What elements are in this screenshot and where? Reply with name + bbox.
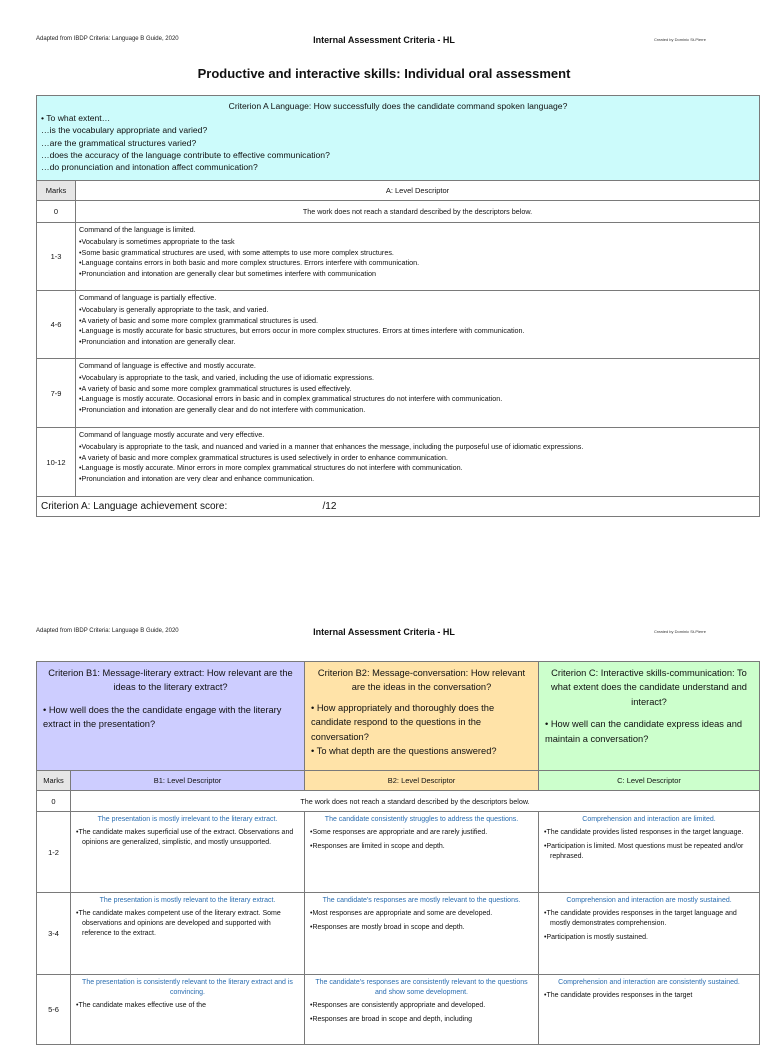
descriptor-bullet: • Responses are limited in scope and depth. — [310, 842, 533, 852]
marks-cell: 0 — [37, 201, 76, 223]
descriptor-bullet: • Vocabulary is appropriate to the task, and nuanced and varied in a manner that enhances the message, including the purposeful use of idiomatic expressions. — [79, 442, 756, 452]
descriptor-bullet: • Pronunciation and intonation are very clear and enhance communication. — [79, 474, 756, 484]
descriptor-bullet: • The candidate provides listed responses in the target language. — [544, 828, 754, 838]
descriptor-bullet: • Participation is limited. Most questions must be repeated and/or rephrased. — [544, 842, 754, 862]
criterion-b2-box — [305, 662, 539, 771]
marks-cell: 1-3 — [37, 223, 76, 291]
descriptor-heading: Comprehension and interaction are mostly sustained. — [566, 897, 732, 904]
criterion-a-question: …are the grammatical structures varied? — [41, 137, 197, 148]
descriptor-bullet: • Vocabulary is sometimes appropriate to the task — [79, 237, 756, 247]
score-row — [37, 497, 760, 517]
descriptor-bullet: • Pronunciation and intonation are generally clear and do not interfere with communication. — [79, 405, 756, 415]
marks-header: Marks — [37, 181, 76, 201]
criterion-b2-point: • How appropriately and thoroughly does the candidate respond to the questions in the conversation? — [311, 702, 495, 742]
c-descriptor-header: C: Level Descriptor — [539, 771, 760, 791]
descriptor-bullet: • Vocabulary is generally appropriate to the task, and varied. — [79, 305, 756, 315]
b1-descriptor-cell — [71, 893, 305, 975]
criterion-c-box — [539, 662, 760, 771]
header-author: Created by Dominic St-Pierre — [653, 37, 706, 42]
descriptor-intro: Command of language mostly accurate and very effective. — [79, 430, 265, 439]
descriptor-heading: The presentation is mostly relevant to the literary extract. — [99, 897, 276, 904]
descriptor-bullet: • Pronunciation and intonation are generally clear. — [79, 337, 756, 347]
descriptor-intro: Command of language is partially effective. — [79, 293, 217, 302]
descriptor-heading: The presentation is consistently relevant to the literary extract and is convincing. — [82, 979, 293, 996]
descriptor-bullet: • A variety of basic and some more complex grammatical structures is used. — [79, 316, 756, 326]
criterion-a-question: …is the vocabulary appropriate and varied? — [41, 125, 208, 136]
b2-descriptor-header: B2: Level Descriptor — [305, 771, 539, 791]
score-label: Criterion A: Language achievement score: — [41, 501, 228, 512]
marks-cell: 7-9 — [37, 359, 76, 428]
descriptor-bullet: • Language is mostly accurate for basic structures, but errors occur in more complex structures. Errors at times interfere with communication. — [79, 326, 756, 336]
marks-cell: 0 — [37, 791, 71, 812]
header-author: Created by Dominic St-Pierre — [653, 629, 706, 634]
descriptor-bullet: • A variety of basic and some more complex grammatical structures is used effectively. — [79, 384, 756, 394]
descriptor-bullet: • The candidate makes competent use of the literary extract. Some observations and opinions are developed and supported with reference to the extract. — [76, 909, 299, 939]
marks-cell: 1-2 — [37, 812, 71, 893]
c-descriptor-cell — [539, 893, 760, 975]
descriptor-cell: The work does not reach a standard described by the descriptors below. — [76, 201, 760, 223]
descriptor-bullet: • Responses are mostly broad in scope and depth. — [310, 923, 533, 933]
descriptor-cell — [76, 428, 760, 497]
marks-cell: 3-4 — [37, 893, 71, 975]
c-descriptor-cell — [539, 975, 760, 1045]
descriptor-bullet: • The candidate provides responses in the target — [544, 991, 754, 1001]
descriptor-cell — [76, 359, 760, 428]
c-descriptor-cell — [539, 812, 760, 893]
descriptor-bullet: • Some responses are appropriate and are rarely justified. — [310, 828, 533, 838]
descriptor-heading: The candidate's responses are consistently relevant to the questions and show some development. — [315, 979, 528, 996]
descriptor-bullet: • The candidate makes superficial use of the extract. Observations and opinions are generalized, simplistic, and mostly unsupported. — [76, 828, 299, 848]
page1-header — [0, 36, 768, 50]
descriptor-cell: The work does not reach a standard described by the descriptors below. — [71, 791, 760, 812]
marks-cell: 10-12 — [37, 428, 76, 497]
descriptor-bullet: • Language is mostly accurate. Minor errors in more complex grammatical structures do not interfere with communication. — [79, 463, 756, 473]
descriptor-intro: Command of language is effective and mostly accurate. — [79, 361, 256, 370]
descriptor-intro: Command of the language is limited. — [79, 225, 196, 234]
criteria-b-c-table — [36, 661, 760, 1045]
descriptor-bullet: • Pronunciation and intonation are generally clear but sometimes interfere with communication — [79, 269, 756, 279]
descriptor-heading: The presentation is mostly irrelevant to the literary extract. — [97, 816, 278, 823]
criterion-b2-point: • To what depth are the questions answered? — [311, 746, 497, 757]
b2-descriptor-cell — [305, 975, 539, 1045]
criterion-b2-question: Criterion B2: Message-conversation: How relevant are the ideas in the conversation? — [317, 668, 526, 693]
criterion-b1-box — [37, 662, 305, 771]
level-descriptor-header: A: Level Descriptor — [76, 181, 760, 201]
descriptor-bullet: • Vocabulary is appropriate to the task, and varied, including the use of idiomatic expressions. — [79, 373, 756, 383]
marks-cell: 5-6 — [37, 975, 71, 1045]
descriptor-cell — [76, 223, 760, 291]
descriptor-bullet: • A variety of basic and more complex grammatical structures is used selectively in order to enhance communication. — [79, 453, 756, 463]
descriptor-bullet: • The candidate makes effective use of the — [76, 1001, 299, 1011]
criterion-c-question: Criterion C: Interactive skills-communication: To what extent does the candidate understand and interact? — [551, 668, 747, 707]
b1-descriptor-cell — [71, 812, 305, 893]
b2-descriptor-cell — [305, 893, 539, 975]
page2-header — [0, 628, 768, 642]
b1-descriptor-cell — [71, 975, 305, 1045]
criterion-a-question: …does the accuracy of the language contribute to effective communication? — [41, 149, 330, 160]
criterion-a-table — [36, 95, 760, 517]
b2-descriptor-cell — [305, 812, 539, 893]
descriptor-bullet: • Participation is mostly sustained. — [544, 933, 754, 943]
descriptor-bullet: • Most responses are appropriate and some are developed. — [310, 909, 533, 919]
descriptor-bullet: • Some basic grammatical structures are used, with some attempts to use more complex structures. — [79, 248, 756, 258]
criterion-c-point: • How well can the candidate express ideas and maintain a conversation? — [545, 719, 743, 744]
header-title: Internal Assessment Criteria - HL — [313, 35, 455, 45]
header-title: Internal Assessment Criteria - HL — [313, 627, 455, 637]
criterion-a-heading: Criterion A Language: How successfully does the candidate command spoken language? — [228, 101, 568, 111]
header-source: Adapted from IBDP Criteria: Language B Guide, 2020 — [36, 36, 179, 42]
descriptor-heading: The candidate consistently struggles to address the questions. — [324, 816, 519, 823]
descriptor-bullet: • The candidate provides responses in the target language and mostly demonstrates comprehension. — [544, 909, 754, 929]
criterion-b1-question: Criterion B1: Message-literary extract: How relevant are the ideas to the literary extract? — [48, 668, 293, 693]
descriptor-cell — [76, 291, 760, 359]
page-title: Productive and interactive skills: Individual oral assessment — [197, 66, 571, 81]
score-total: /12 — [322, 501, 337, 512]
descriptor-bullet: • Responses are consistently appropriate and developed. — [310, 1001, 533, 1011]
descriptor-bullet: • Language is mostly accurate. Occasional errors in basic and in complex grammatical structures do not interfere with communication. — [79, 394, 756, 404]
descriptor-heading: The candidate's responses are mostly relevant to the questions. — [322, 897, 521, 904]
descriptor-heading: Comprehension and interaction are consistently sustained. — [558, 979, 740, 986]
criterion-a-question: …do pronunciation and intonation affect communication? — [41, 162, 258, 173]
criterion-a-box — [37, 96, 760, 181]
descriptor-heading: Comprehension and interaction are limited. — [582, 816, 716, 823]
b1-descriptor-header: B1: Level Descriptor — [71, 771, 305, 791]
marks-header: Marks — [37, 771, 71, 791]
criterion-b1-point: • How well does the the candidate engage with the literary extract in the presentation? — [43, 704, 282, 730]
header-source: Adapted from IBDP Criteria: Language B Guide, 2020 — [36, 628, 179, 634]
descriptor-bullet: • Language contains errors in both basic and more complex structures. Errors interfere with communication. — [79, 258, 756, 268]
marks-cell: 4-6 — [37, 291, 76, 359]
criterion-a-question: • To what extent… — [41, 113, 111, 124]
descriptor-bullet: • Responses are broad in scope and depth, including — [310, 1015, 533, 1025]
